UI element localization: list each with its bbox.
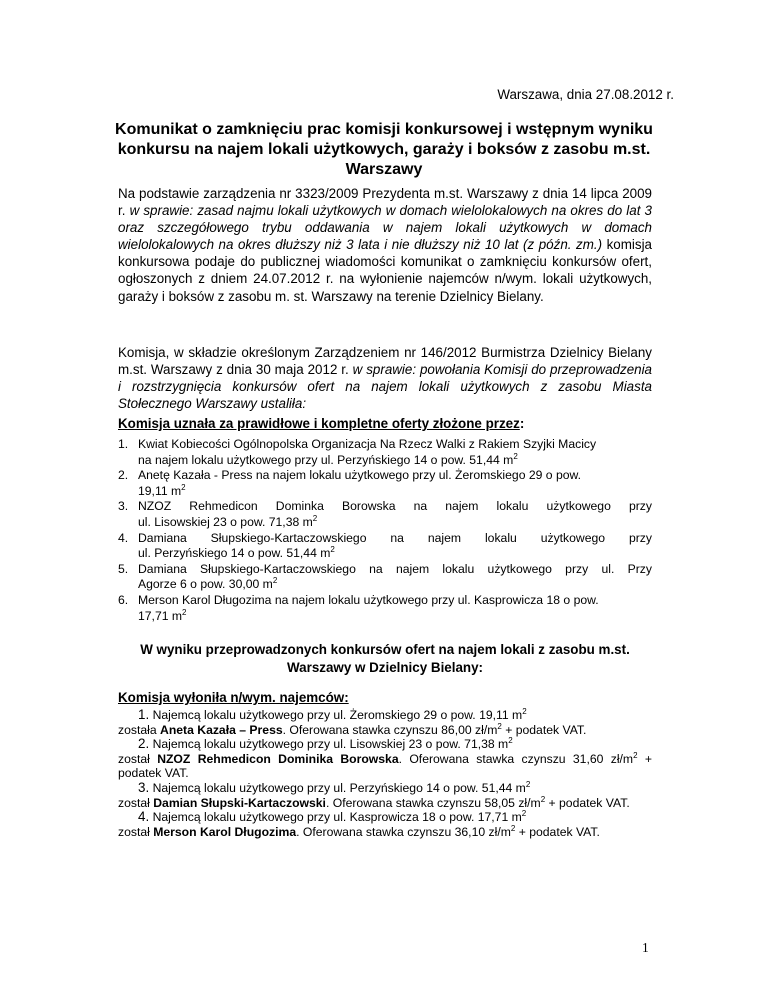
paragraph-italic-text: w sprawie: powołania Komisji do przeprowadzenia i rozstrzygnięcia konkursów ofert na najem lokali użytkowych z zasobu Miasta Stołecznego Warszawy ustaliła: xyxy=(118,362,653,412)
paragraph-text: Na podstawie zarządzenia nr 3323/2009 Prezydenta m.st. Warszawy z dnia 14 lipca 2009 r. xyxy=(118,186,652,219)
tenant-name: NZOZ Rehmedicon Dominika Borowska xyxy=(157,751,399,766)
list-item: 3. NZOZ Rehmedicon Dominka Borowska na najem lokalu użytkowego przy ul. Lisowskiej 23 o pow. 71,38 $m^2$ xyxy=(118,499,652,529)
tenant-name: Damian Słupski-Kartaczowski xyxy=(153,795,326,810)
list-item: 1. Kwiat Kobiecości Ogólnopolska Organizacja Na Rzecz Walki z Rakiem Szyjki Macicy na najem lokalu użytkowego przy ul. Perzyńskiego 14 o pow. 51,44 $m^2$ xyxy=(118,437,597,467)
list-item: 5. Damiana Słupskiego-Kartaczowskiego na najem lokalu użytkowego przy ul. Przy Agorze 6 o pow. 30,00 $m^2$ xyxy=(118,561,652,592)
accepted-offers-heading: Komisja uznała za prawidłowe i kompletne oferty złożone przez: xyxy=(118,416,525,431)
paragraph-legal-basis xyxy=(118,185,652,305)
document-title: Komunikat o zamknięciu prac komisji konkursowej i wstępnym wyniku konkursu na najem lokali użytkowych, garaży i boksów z zasobu m.st. Warszawy xyxy=(115,121,653,178)
list-item: 1. Najemcą lokalu użytkowego przy ul. Żeromskiego 29 o pow. 19,11 $m^2$ została Aneta Kazała – Press. Oferowana stawka czynszu 86,00 $zł/m^2$ + podatek VAT. xyxy=(118,706,587,737)
accepted-offers-list xyxy=(118,437,652,624)
list-item: 2. Najemcą lokalu użytkowego przy ul. Lisowskiej 23 o pow. 71,38 $m^2$ został NZOZ Rehmedicon Dominika Borowska. Oferowana stawka czynszu 31,60 $zł/m^2$ + podatek VAT. xyxy=(118,736,652,781)
paragraph-text: Komisja, w składzie określonym Zarządzeniem nr 146/2012 Burmistrza Dzielnicy Bielany m.st. Warszawy z dnia 30 maja 2012 r. xyxy=(118,345,652,378)
list-item: 6. Merson Karol Długozima na najem lokalu użytkowego przy ul. Kasprowicza 18 o pow. 17,71 $m^2$ xyxy=(118,592,599,623)
page-number: 1 xyxy=(642,940,649,955)
list-item: 4. Najemcą lokalu użytkowego przy ul. Kasprowicza 18 o pow. 17,71 $m^2$ został Merson Karol Długozima. Oferowana stawka czynszu 36,10 $zł/m^2$ + podatek VAT. xyxy=(118,809,600,839)
selected-tenants-list xyxy=(118,708,652,839)
list-item: 3. Najemcą lokalu użytkowego przy ul. Perzyńskiego 14 o pow. 51,44 $m^2$ został Damian Słupski-Kartaczowski. Oferowana stawka czynszu 58,05 $zł/m^2$ + podatek VAT. xyxy=(118,779,630,810)
result-section-title: W wyniku przeprowadzonych konkursów ofert na najem lokali z zasobu m.st. Warszawy w Dzielnicy Bielany: xyxy=(140,642,630,675)
tenant-name: Merson Karol Długozima xyxy=(153,824,297,839)
selected-tenants-heading: Komisja wyłoniła n/wym. najemców: xyxy=(118,690,349,705)
document-date: Warszawa, dnia 27.08.2012 r. xyxy=(497,87,674,102)
paragraph-text: komisja konkursowa podaje do publicznej wiadomości komunikat o zamknięciu konkursów ofert, ogłoszonych z dniem 24.07.2012 r. na wyłonienie najemców n/wym. lokali użytkowych, garaży i boksów z zasobu m. st. Warszawy na terenie Dzielnicy Bielany. xyxy=(118,237,652,304)
tenant-name: Aneta Kazała – Press xyxy=(160,722,283,737)
list-item: 2. Anetę Kazała - Press na najem lokalu użytkowego przy ul. Żeromskiego 29 o pow. 19,11 $m^2$ xyxy=(118,468,582,498)
paragraph-commission xyxy=(118,344,652,412)
paragraph-italic-text: w sprawie: zasad najmu lokali użytkowych w domach wielolokalowych na okres do lat 3 oraz szczegółowego trybu oddawania w najem lokali użytkowych w domach wielolokalowych na okres dłuższy niż 3 lata i nie dłuższy niż 10 lat (z późn. zm.) xyxy=(118,203,652,253)
list-item: 4. Damiana Słupskiego-Kartaczowskiego na najem lokalu użytkowego przy ul. Perzyńskiego 14 o pow. 51,44 $m^2$ xyxy=(118,530,652,561)
